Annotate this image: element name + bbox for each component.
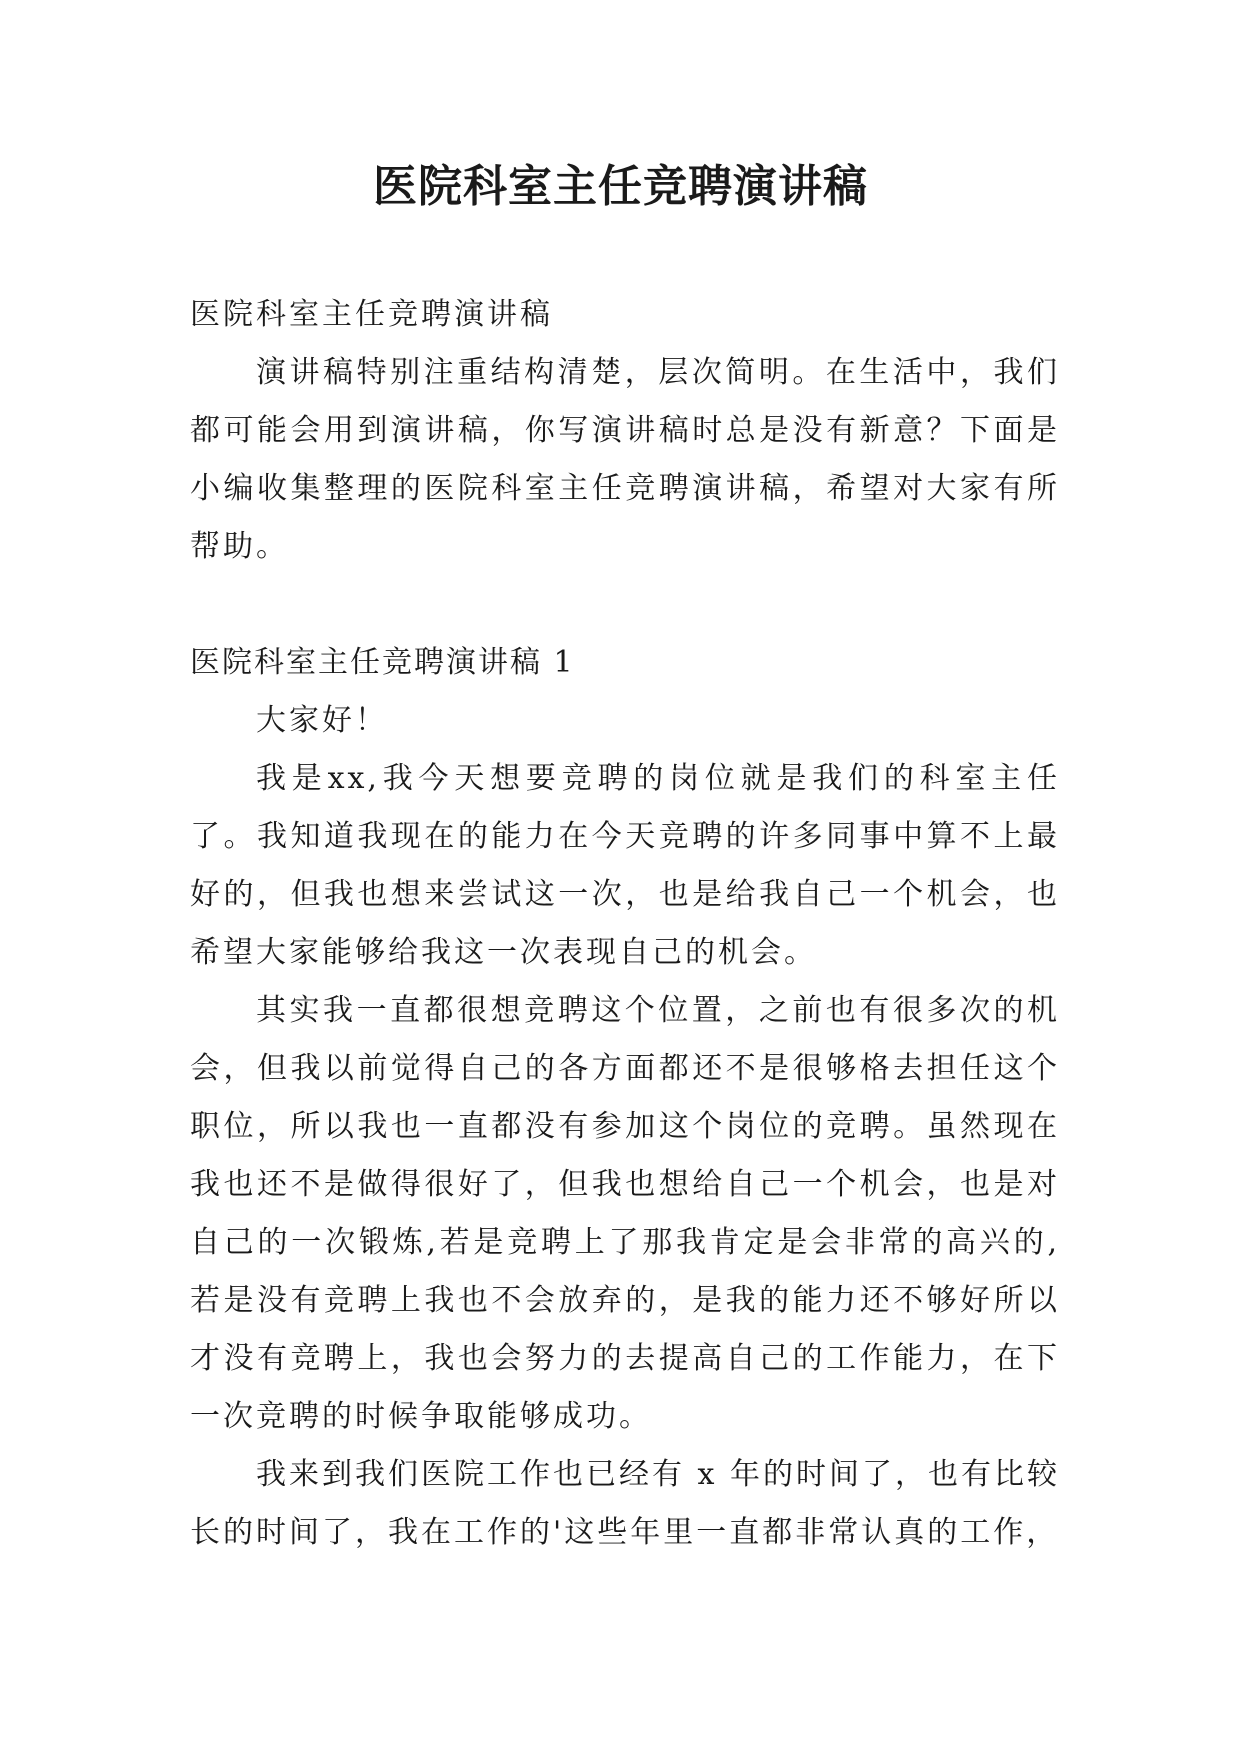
greeting-paragraph: 大家好！ (256, 703, 388, 738)
document-subtitle: 医院科室主任竞聘演讲稿 (190, 297, 553, 332)
body-paragraph: 其实我一直都很想竞聘这个位置，之前也有很多次的机会，但我以前觉得自己的各方面都还不是很够格去担任这个职位，所以我也一直都没有参加这个岗位的竞聘。虽然现在我也还不是做得很好了，但我也想给自己一个机会，也是对自己的一次锻炼,若是竞聘上了那我肯定是会非常的高兴的,若是没有竞聘上我也不会放弃的，是我的能力还不够好所以才没有竞聘上，我也会努力的去提高自己的工作能力，在下一次竞聘的时候争取能够成功。 (190, 993, 1060, 1434)
section-heading: 医院科室主任竞聘演讲稿 1 (190, 645, 575, 680)
document-title: 医院科室主任竞聘演讲稿 (373, 161, 868, 212)
body-paragraph: 我来到我们医院工作也已经有 x 年的时间了，也有比较长的时间了，我在工作的'这些年里一直都非常认真的工作， (190, 1457, 1060, 1550)
body-paragraph: 我是xx,我今天想要竞聘的岗位就是我们的科室主任了。我知道我现在的能力在今天竞聘的许多同事中算不上最好的，但我也想来尝试这一次，也是给我自己一个机会，也希望大家能够给我这一次表现自己的机会。 (190, 761, 1060, 970)
intro-paragraph: 演讲稿特别注重结构清楚，层次简明。在生活中，我们都可能会用到演讲稿，你写演讲稿时总是没有新意？下面是小编收集整理的医院科室主任竞聘演讲稿，希望对大家有所帮助。 (190, 355, 1060, 564)
document-body (190, 286, 1060, 1562)
